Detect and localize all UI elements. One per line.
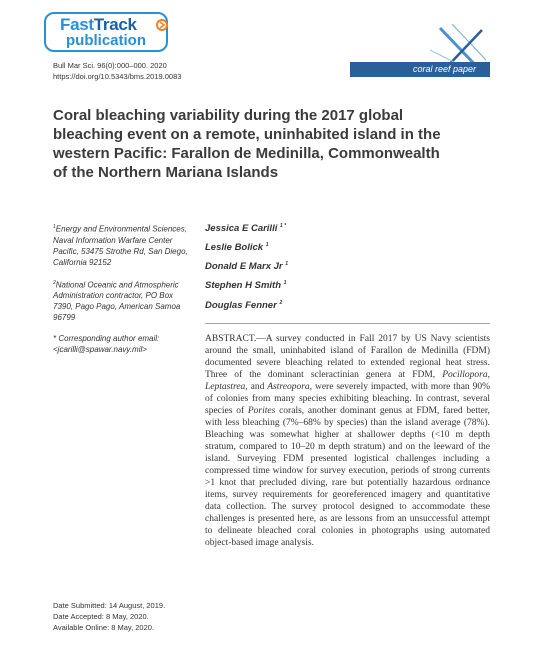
author-list xyxy=(205,218,288,314)
fasttrack-logo xyxy=(44,12,168,52)
abstract-text: , were severely impacted, with more than 90% of colonies from many species exhibiting bleaching. In contrast, several species of xyxy=(205,382,490,416)
author-mark: 2 xyxy=(279,299,283,306)
corresponding-author: * Corresponding author email: <jcarilli@spawar.navy.mil> xyxy=(53,334,160,355)
paper-title: Coral bleaching variability during the 2017 global bleaching event on a remote, uninhabited island in the western Pacific: Farallon de Medinilla, Commonwealth of the Northern Mariana Islands xyxy=(53,107,441,181)
genus-name: Pocillopora xyxy=(442,370,488,380)
author-name: Donald E Marx Jr xyxy=(205,261,283,273)
date-online: Available Online: 8 May, 2020. xyxy=(53,623,155,632)
date-accepted: Date Accepted: 8 May, 2020. xyxy=(53,612,149,621)
author-mark: 1 xyxy=(265,242,269,249)
genus-name: Astreopora xyxy=(267,382,310,392)
abstract-text: corals, another dominant genus at FDM, fared better, with less bleaching (7%–68% by species) than the island average (78%). Bleaching was somewhat higher at shallower depths (<10 m depth stratum, compared to 10–20 m depth stratum) and on the leeward of the island. Surveying FDM presented logistical challenges including a compressed time window for survey execution, periods of strong currents >1 knot that precluded diving, rare but potentially hazardous ordnance items, survey requirements for georeferenced imagery and quantitative data collection. The survey protocol designed to accommodate these challenges is presented here, as are lessons from an unsuccessful attempt to delineate bleached coral colonies in photographs using automated object-based image analysis. xyxy=(205,406,490,548)
abstract-text: , xyxy=(487,370,490,380)
abstract-divider xyxy=(205,323,490,324)
date-block xyxy=(53,600,165,633)
author-name: Stephen H Smith xyxy=(205,280,282,292)
citation-block xyxy=(53,60,181,82)
affiliation-1-text: Energy and Environmental Sciences, Naval Information Warfare Center Pacific, 53475 Strothe Rd, San Diego, California 92152 xyxy=(53,224,188,267)
arrow-icon xyxy=(156,19,168,31)
abstract-text: ABSTRACT.—A survey conducted in Fall 2017 by US Navy scientists around the small, uninhabited island of Farallon de Medinilla (FDM) documented severe bleaching related to extended regional heat stress. Three of the dominant scleractinian genera at FDM, xyxy=(205,334,490,380)
author-mark: 1 * xyxy=(280,223,287,229)
affiliation-2 xyxy=(53,278,193,324)
genus-name: Leptastrea xyxy=(205,382,246,392)
logo-fast: Fast xyxy=(60,15,94,34)
affiliation-2-mark: 2 xyxy=(53,279,56,286)
author-mark: 1 xyxy=(283,280,287,287)
author xyxy=(205,218,288,237)
author-name: Jessica E Carilli xyxy=(205,223,278,235)
author xyxy=(205,295,288,314)
author-mark: 1 xyxy=(285,261,289,268)
affiliation-1 xyxy=(53,222,193,268)
citation: Bull Mar Sci. 96(0):000–000. 2020 xyxy=(53,61,167,70)
logo-line2: publication xyxy=(66,32,146,49)
genus-name: Porites xyxy=(247,406,276,416)
author xyxy=(205,237,288,256)
author xyxy=(205,256,288,275)
author-name: Leslie Bolick xyxy=(205,242,264,254)
affiliation-1-mark: 1 xyxy=(53,224,56,230)
author-name: Douglas Fenner xyxy=(205,299,277,311)
affiliations xyxy=(53,222,193,365)
abstract-text: , and xyxy=(245,382,268,392)
category-banner: coral reef paper xyxy=(350,62,490,77)
abstract xyxy=(205,333,490,549)
doi-link[interactable]: https://doi.org/10.5343/bms.2019.0083 xyxy=(53,72,182,81)
date-submitted: Date Submitted: 14 August, 2019. xyxy=(53,601,166,610)
author xyxy=(205,275,288,294)
affiliation-2-text: National Oceanic and Atmospheric Administration contractor, PO Box 7390, Pago Pago, American Samoa 96799 xyxy=(53,280,181,323)
logo-track: Track xyxy=(93,15,137,34)
